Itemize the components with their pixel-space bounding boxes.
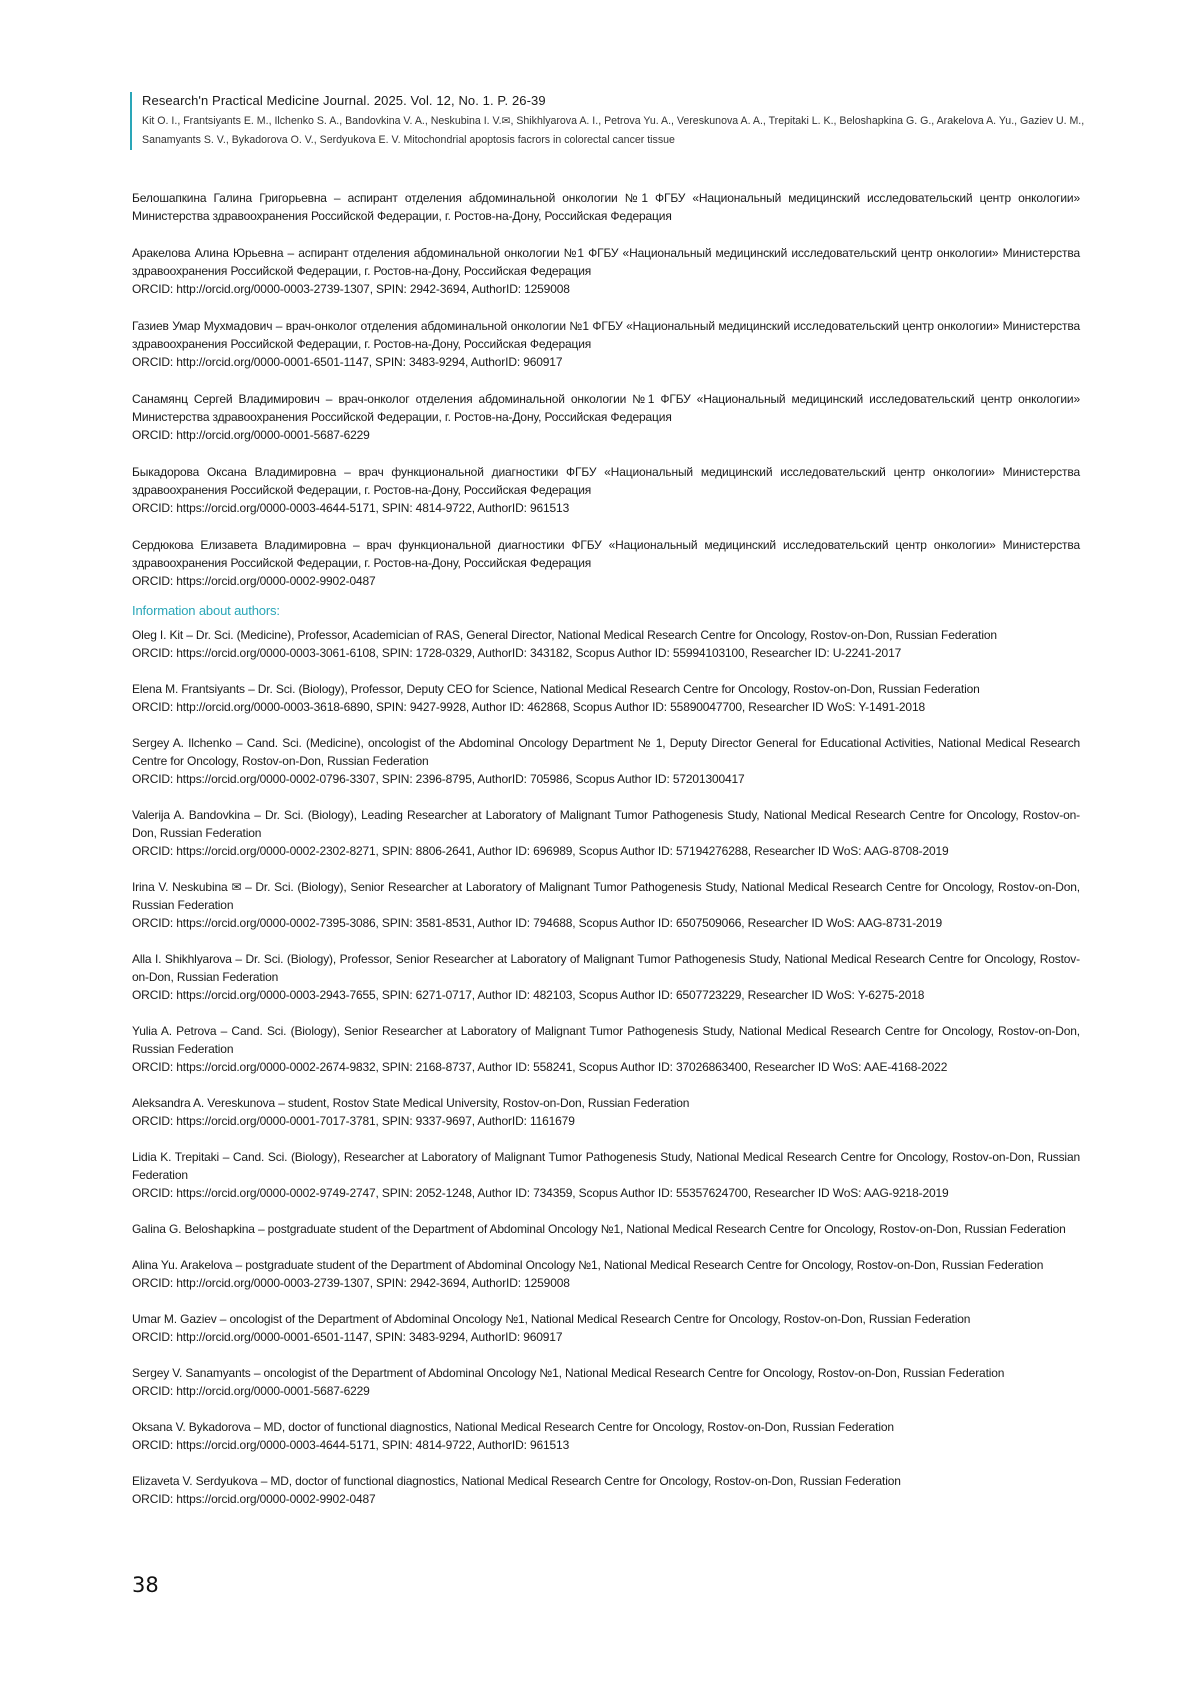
article-authors-title: Kit O. I., Frantsiyants E. M., Ilchenko S. A., Bandovkina V. A., Neskubina I. V.✉, Shikhlyarova A. I., Petrova Yu. A., Vereskunova A. A., Trepitaki L. K., Beloshapkina G. G., Arakelova A. Yu., Gaziev U. M., Sanamyants S. V., Bykadorova O. V., Serdyukova E. V. Mitochondrial apoptosis facrors in colorectal cancer tissue xyxy=(142,115,1085,146)
author-description: Alina Yu. Arakelova – postgraduate student of the Department of Abdominal Oncology №1, National Medical Research Centre for Oncology, Rostov-on-Don, Russian Federation xyxy=(132,1258,1044,1272)
author-identifiers: ORCID: http://orcid.org/0000-0003-2739-1307, SPIN: 2942-3694, AuthorID: 1259008 xyxy=(132,282,570,296)
author-entry-en xyxy=(132,950,1080,1004)
author-identifiers: ORCID: https://orcid.org/0000-0003-3061-6108, SPIN: 1728-0329, AuthorID: 343182, Scopus Author ID: 55994103100, Researcher ID: U-2241-2017 xyxy=(132,646,902,660)
author-identifiers: ORCID: https://orcid.org/0000-0002-9902-0487 xyxy=(132,1492,376,1506)
author-description: Yulia A. Petrova – Cand. Sci. (Biology), Senior Researcher at Laboratory of Malignant Tumor Pathogenesis Study, National Medical Research Centre for Oncology, Rostov-on-Don, Russian Federation xyxy=(132,1024,1080,1056)
author-description: Аракелова Алина Юрьевна – аспирант отделения абдоминальной онкологии №1 ФГБУ «Национальный медицинский исследовательский центр онкологии» Министерства здравоохранения Российской Федерации, г. Ростов-на-Дону, Российская Федерация xyxy=(132,246,1080,278)
author-description: Сердюкова Елизавета Владимировна – врач функциональной диагностики ФГБУ «Национальный медицинский исследовательский центр онкологии» Министерства здравоохранения Российской Федерации, г. Ростов-на-Дону, Российская Федерация xyxy=(132,538,1080,570)
author-entry-ru xyxy=(132,189,1080,225)
author-identifiers: ORCID: https://orcid.org/0000-0002-9902-0487 xyxy=(132,574,376,588)
author-identifiers: ORCID: https://orcid.org/0000-0002-9749-2747, SPIN: 2052-1248, Author ID: 734359, Scopus Author ID: 55357624700, Researcher ID WoS: AAG-9218-2019 xyxy=(132,1186,949,1200)
author-entry-ru xyxy=(132,536,1080,590)
author-identifiers: ORCID: http://orcid.org/0000-0003-2739-1307, SPIN: 2942-3694, AuthorID: 1259008 xyxy=(132,1276,570,1290)
author-description: Irina V. Neskubina ✉ – Dr. Sci. (Biology), Senior Researcher at Laboratory of Malignant Tumor Pathogenesis Study, National Medical Research Centre for Oncology, Rostov-on-Don, Russian Federation xyxy=(132,880,1080,912)
author-identifiers: ORCID: http://orcid.org/0000-0001-5687-6229 xyxy=(132,428,370,442)
section-heading: Information about authors: xyxy=(132,603,280,618)
author-entry-en xyxy=(132,1094,1080,1130)
english-author-list xyxy=(132,626,1080,1508)
author-entry-ru xyxy=(132,317,1080,371)
author-description: Elizaveta V. Serdyukova – MD, doctor of functional diagnostics, National Medical Research Centre for Oncology, Rostov-on-Don, Russian Federation xyxy=(132,1474,901,1488)
author-entry-en xyxy=(132,1364,1080,1400)
author-entry-ru xyxy=(132,390,1080,444)
running-header xyxy=(130,92,1092,150)
author-identifiers: ORCID: https://orcid.org/0000-0003-4644-5171, SPIN: 4814-9722, AuthorID: 961513 xyxy=(132,1438,570,1452)
author-description: Lidia K. Trepitaki – Cand. Sci. (Biology), Researcher at Laboratory of Malignant Tumor Pathogenesis Study, National Medical Research Centre for Oncology, Rostov-on-Don, Russian Federation xyxy=(132,1150,1080,1182)
author-identifiers: ORCID: http://orcid.org/0000-0001-6501-1147, SPIN: 3483-9294, AuthorID: 960917 xyxy=(132,1330,563,1344)
author-identifiers: ORCID: http://orcid.org/0000-0001-5687-6229 xyxy=(132,1384,370,1398)
author-entry-ru xyxy=(132,463,1080,517)
author-entry-en xyxy=(132,1310,1080,1346)
author-entry-en xyxy=(132,1148,1080,1202)
author-identifiers: ORCID: http://orcid.org/0000-0003-3618-6890, SPIN: 9427-9928, Author ID: 462868, Scopus Author ID: 55890047700, Researcher ID WoS: Y-1491-2018 xyxy=(132,700,926,714)
author-description: Alla I. Shikhlyarova – Dr. Sci. (Biology), Professor, Senior Researcher at Laboratory of Malignant Tumor Pathogenesis Study, National Medical Research Centre for Oncology, Rostov-on-Don, Russian Federation xyxy=(132,952,1080,984)
author-description: Galina G. Beloshapkina – postgraduate student of the Department of Abdominal Oncology №1, National Medical Research Centre for Oncology, Rostov-on-Don, Russian Federation xyxy=(132,1222,1066,1236)
author-description: Valerija A. Bandovkina – Dr. Sci. (Biology), Leading Researcher at Laboratory of Malignant Tumor Pathogenesis Study, National Medical Research Centre for Oncology, Rostov-on-Don, Russian Federation xyxy=(132,808,1080,840)
author-description: Санамянц Сергей Владимирович – врач-онколог отделения абдоминальной онкологии №1 ФГБУ «Национальный медицинский исследовательский центр онкологии» Министерства здравоохранения Российской Федерации, г. Ростов-на-Дону, Российская Федерация xyxy=(132,392,1080,424)
author-identifiers: ORCID: http://orcid.org/0000-0001-6501-1147, SPIN: 3483-9294, AuthorID: 960917 xyxy=(132,355,563,369)
author-description: Sergey A. Ilchenko – Cand. Sci. (Medicine), oncologist of the Abdominal Oncology Department № 1, Deputy Director General for Educational Activities, National Medical Research Centre for Oncology, Rostov-on-Don, Russian Federation xyxy=(132,736,1080,768)
author-description: Umar M. Gaziev – oncologist of the Department of Abdominal Oncology №1, National Medical Research Centre for Oncology, Rostov-on-Don, Russian Federation xyxy=(132,1312,971,1326)
author-entry-en xyxy=(132,806,1080,860)
author-identifiers: ORCID: https://orcid.org/0000-0002-0796-3307, SPIN: 2396-8795, AuthorID: 705986, Scopus Author ID: 57201300417 xyxy=(132,772,745,786)
author-identifiers: ORCID: https://orcid.org/0000-0001-7017-3781, SPIN: 9337-9697, AuthorID: 1161679 xyxy=(132,1114,575,1128)
author-entry-en xyxy=(132,734,1080,788)
author-description: Быкадорова Оксана Владимировна – врач функциональной диагностики ФГБУ «Национальный медицинский исследовательский центр онкологии» Министерства здравоохранения Российской Федерации, г. Ростов-на-Дону, Российская Федерация xyxy=(132,465,1080,497)
author-description: Газиев Умар Мухмадович – врач-онколог отделения абдоминальной онкологии №1 ФГБУ «Национальный медицинский исследовательский центр онкологии» Министерства здравоохранения Российской Федерации, г. Ростов-на-Дону, Российская Федерация xyxy=(132,319,1080,351)
author-entry-en xyxy=(132,1472,1080,1508)
author-entry-en xyxy=(132,1256,1080,1292)
author-entry-en xyxy=(132,680,1080,716)
author-entry-en xyxy=(132,1418,1080,1454)
author-description: Oleg I. Kit – Dr. Sci. (Medicine), Professor, Academician of RAS, General Director, National Medical Research Centre for Oncology, Rostov-on-Don, Russian Federation xyxy=(132,628,997,642)
author-description: Aleksandra A. Vereskunova – student, Rostov State Medical University, Rostov-on-Don, Russian Federation xyxy=(132,1096,690,1110)
author-identifiers: ORCID: https://orcid.org/0000-0003-4644-5171, SPIN: 4814-9722, AuthorID: 961513 xyxy=(132,501,570,515)
author-entry-en xyxy=(132,1220,1080,1238)
author-entry-en xyxy=(132,1022,1080,1076)
author-entry-en xyxy=(132,878,1080,932)
journal-citation: Research'n Practical Medicine Journal. 2025. Vol. 12, No. 1. P. 26-39 xyxy=(142,93,546,108)
author-description: Elena M. Frantsiyants – Dr. Sci. (Biology), Professor, Deputy CEO for Science, National Medical Research Centre for Oncology, Rostov-on-Don, Russian Federation xyxy=(132,682,980,696)
author-identifiers: ORCID: https://orcid.org/0000-0002-2302-8271, SPIN: 8806-2641, Author ID: 696989, Scopus Author ID: 57194276288, Researcher ID WoS: AAG-8708-2019 xyxy=(132,844,949,858)
author-description: Белошапкина Галина Григорьевна – аспирант отделения абдоминальной онкологии №1 ФГБУ «Национальный медицинский исследовательский центр онкологии» Министерства здравоохранения Российской Федерации, г. Ростов-на-Дону, Российская Федерация xyxy=(132,191,1080,223)
russian-author-list xyxy=(132,189,1080,590)
author-identifiers: ORCID: https://orcid.org/0000-0002-2674-9832, SPIN: 2168-8737, Author ID: 558241, Scopus Author ID: 37026863400, Researcher ID WoS: AAE-4168-2022 xyxy=(132,1060,948,1074)
author-identifiers: ORCID: https://orcid.org/0000-0002-7395-3086, SPIN: 3581-8531, Author ID: 794688, Scopus Author ID: 6507509066, Researcher ID WoS: AAG-8731-2019 xyxy=(132,916,943,930)
author-identifiers: ORCID: https://orcid.org/0000-0003-2943-7655, SPIN: 6271-0717, Author ID: 482103, Scopus Author ID: 6507723229, Researcher ID WoS: Y-6275-2018 xyxy=(132,988,925,1002)
author-entry-en xyxy=(132,626,1080,662)
author-entry-ru xyxy=(132,244,1080,298)
page-number: 38 xyxy=(132,1573,159,1597)
author-description: Oksana V. Bykadorova – MD, doctor of functional diagnostics, National Medical Research Centre for Oncology, Rostov-on-Don, Russian Federation xyxy=(132,1420,894,1434)
author-info-section xyxy=(132,189,1080,1526)
author-description: Sergey V. Sanamyants – oncologist of the Department of Abdominal Oncology №1, National Medical Research Centre for Oncology, Rostov-on-Don, Russian Federation xyxy=(132,1366,1005,1380)
